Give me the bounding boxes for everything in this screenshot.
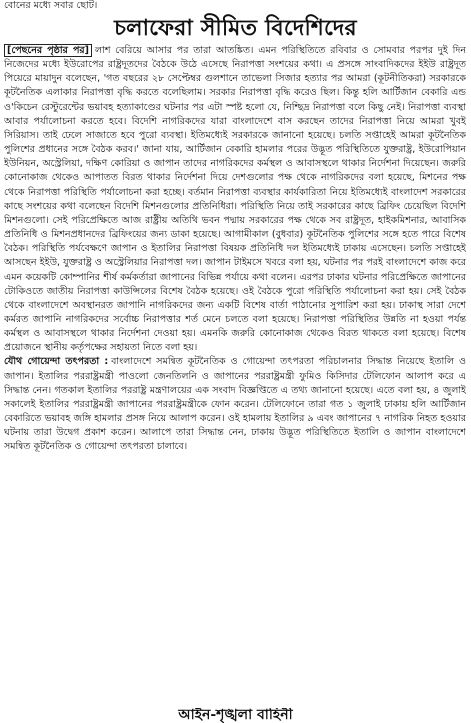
paragraph [4,44,466,355]
previous-article-fragment: বোনের মধ্যে সবার ছোট। [4,0,98,11]
paragraph-text: লাশ বেরিয়ে আসার পর তারা আতঙ্কিত। এমন পরিস্থিতিতে রবিবার ও সোমবার পরপর দুই দিন নিজেদের মধ্যে ইউরোপের রাষ্ট্রদূতদের বৈঠকে উঠে এসেছে নিরাপত্তা সংশয়ের কথা। এ প্রসঙ্গে সাংবাদিকদের ইইউ রাষ্ট্রদূত পিয়েরে মায়াদুন বলেছেন, 'গত বছরের ২৮ সেপ্টেম্বর গুলশানে তাভেলা সিজার হত্যার পর আমরা (কূটনীতিকরা) সরকারকে কূটনৈতিক এলাকার নিরাপত্তা বৃদ্ধি করতে বলেছিলাম। সরকার নিরাপত্তা বৃদ্ধি করেও ছিল। কিন্তু হলি আর্টিজান বেকারি এন্ড ও'কিচেন রেস্টুরেন্টের ভয়াবহ হত্যাকাণ্ডের ঘটনার পর এটা স্পষ্ট হলো যে, নিশ্ছিদ্র নিরাপত্তা বলে কিছু নেই। নিরাপত্তা ব্যবস্থা আবার পর্যালোচনা করতে হবে। বিদেশি নাগরিকদের যারা বাংলাদেশে বাস করছেন তাদের নিরাপত্তা নিয়ে আমরা খুবই সিরিয়াস। তাই ঢেলে সাজাতে হবে পুরো ব্যবস্থা। ইতিমধ্যেই সরকারকে জানানো হয়েছে। চলতি সপ্তাহেই আমরা কূটনৈতিক পুলিশের প্রধানের সঙ্গে বৈঠক করব।' জানা যায়, আর্টিজান বেকারি হামলার পরের উদ্ভূত পরিস্থিতিতে যুক্তরাষ্ট্র, ইউরোপিয়ান ইউনিয়ন, অস্ট্রেলিয়া, দক্ষিণ কোরিয়া ও জাপান তাদের নাগরিকদের কর্মস্থল ও আবাসস্থলে থাকার নির্দেশনা দিয়েছেন। জরুরি কোনোকাজ থেকেও আপাতত বিরত থাকার নির্দেশনা দিয়ে দেশগুলোর পক্ষ থেকে নাগরিকদের বলা হয়েছে, মিশনের পক্ষ থেকে নিরাপত্তা পরিস্থিতি পর্যালোচনা করা হচ্ছে। বর্তমান নিরাপত্তা ব্যবস্থার কার্যকারিতা নিয়ে ইতিমধ্যেই বাংলাদেশ সরকারের কাছে সংশয়ের কথা বলেছেন বিদেশি মিশনগুলোর প্রতিনিধিরা। পরিস্থিতি নিয়ে তাই সরকারের কাছে ব্রিফিং চেয়েছিল বিদেশি মিশনগুলো। সেই পরিপ্রেক্ষিতে আজ রাষ্ট্রীয় অতিথি ভবন পদ্মায় সরকারের পক্ষ থেকে সব রাষ্ট্রদূত, হাইকমিশনার, আবাসিক প্রতিনিধি ও মিশনপ্রধানদের ব্রিফিংয়ের জন্য ডাকা হয়েছে। আগামীকাল (বুধবার) কূটনৈতিক পুলিশের সঙ্গে হতে পারে বিশেষ বৈঠক। পরিস্থিতি পর্যবেক্ষণে জাপান ও ইতালির নিরাপত্তা বিষয়ক প্রতিনিধি দল ইতিমধ্যেই ঢাকায় এসেছেন। চলতি সপ্তাহেই আসছেন ইইউ, যুক্তরাষ্ট্র ও অস্ট্রেলিয়ার নিরাপত্তা দল। জাপান টাইমসে খবরে বলা হয়, ঘটনার পর পরই বাংলাদেশে কাজ করে এমন কয়েকটি কোম্পানির শীর্ষ কর্মকর্তারা জাপানের বিভিন্ন পর্যায়ে কথা বলেন। এরপর ঢাকার ঘটনার পরিপ্রেক্ষিতে জাপানের টোকিওতে জাতীয় নিরাপত্তা কাউন্সিলের বিশেষ বৈঠক হয়েছে। ওই বৈঠকে পুরো পরিস্থিতি পর্যালোচনা করা হয়। সেই বৈঠক থেকে বাংলাদেশে অবস্থানরত জাপানি নাগরিকদের জন্য একটি বিশেষ বার্তা পাঠানোর সুপারিশ করা হয়। ঢাকাস্থ সারা দেশে কর্মরত জাপানি নাগরিকদের সর্বোচ্চ নিরাপত্তার শর্ত মেনে চলতে বলা হয়েছে। নিরাপত্তা পরিস্থিতির উন্নতি না হওয়া পর্যন্ত কর্মস্থল ও আবাসস্থলে থাকার নির্দেশনা দেওয়া হয়। এমনকি জরুরি কোনোকাজ থেকেও বিরত থাকতে বলা হয়েছে। বিশেষ প্রয়োজনে স্থানীয় কর্তৃপক্ষের সহায়তা নিতে বলা হয়। [4,45,466,354]
article-body [4,44,466,708]
paragraph-text: বাংলাদেশে সমন্বিত কূটনৈতিক ও গোয়েন্দা তৎপরতা পরিচালনার সিদ্ধান্ত নিয়েছে ইতালি ও জাপান। ইতালির পররাষ্ট্রমন্ত্রী পাওলো জেনতিলনি ও জাপানের পররাষ্ট্রমন্ত্রী ফুমিও কিসিদার টেলিফোন আলাপ করে এ সিদ্ধান্ত নেন। গতকাল ইতালির পররাষ্ট্র মন্ত্রণালয়ের এক সংবাদ বিজ্ঞপ্তিতে এ তথ্য জানানো হয়েছে। এতে বলা হয়, ৪ জুলাই সকালেই ইতালির পররাষ্ট্রমন্ত্রী জাপানের পররাষ্ট্রমন্ত্রীকে ফোন করেন। টেলিফোনে তারা গত ১ জুলাই ঢাকায় হলি আর্টিজান বেকারিতে ভয়াবহ জঙ্গি হামলার প্রসঙ্গ নিয়ে আলাপ করেন। ওই হামলায় ইতালির ৯ এবং জাপানের ৭ নাগরিক নিহত হওয়ার ঘটনায় তারা উদ্বেগ প্রকাশ করেন। আলাপে তারা সিদ্ধান্ত নেন, ঢাকায় উদ্ভূত পরিস্থিতিতে ইতালি ও জাপান বাংলাদেশে সমন্বিত কূটনৈতিক ও গোয়েন্দা তৎপরতা চালাবে। [4,356,466,453]
headline: চলাফেরা সীমিত বিদেশিদের [114,15,357,41]
next-article-fragment: আইন-শৃঙ্খলা বাহিনী [178,708,293,723]
continued-from-tag: [পেছনের পৃষ্ঠার পর] [4,44,92,57]
subheading: যৌথ গোয়েন্দা তৎপরতা : [4,356,109,368]
paragraph [4,355,466,454]
